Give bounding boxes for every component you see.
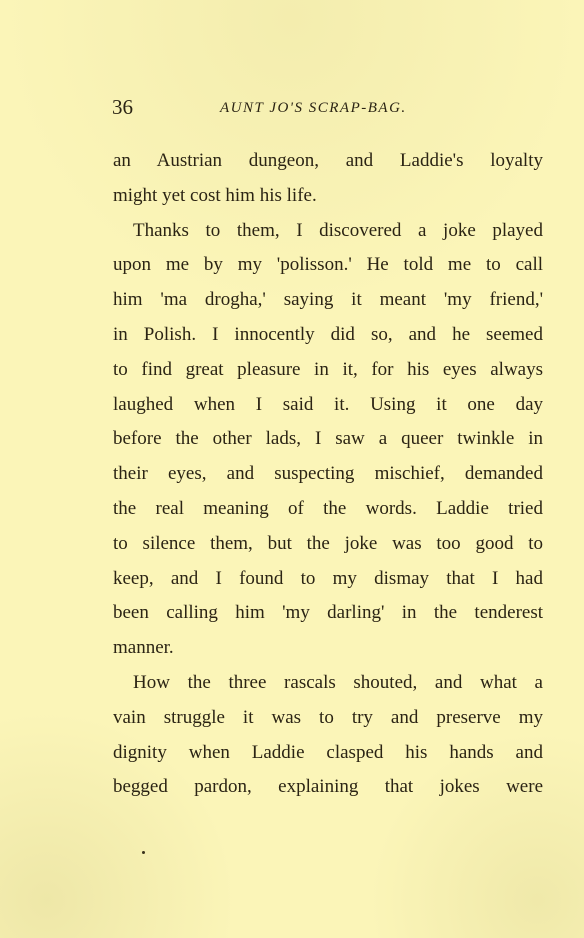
text-line: the real meaning of the words. Laddie tried xyxy=(113,497,543,519)
body-text xyxy=(113,144,543,805)
text-line: him 'ma drogha,' saying it meant 'my friend,' xyxy=(113,289,543,311)
text-line: begged pardon, explaining that jokes were xyxy=(113,776,543,798)
text-line: vain struggle it was to try and preserve my xyxy=(113,706,543,728)
print-speck xyxy=(142,851,145,854)
text-line: before the other lads, I saw a queer twinkle in xyxy=(113,428,543,450)
running-title: AUNT JO'S SCRAP-BAG. xyxy=(220,100,407,116)
page-header xyxy=(112,92,544,122)
text-line: in Polish. I innocently did so, and he seemed xyxy=(113,323,543,345)
text-line: to find great pleasure in it, for his eyes always xyxy=(113,358,543,380)
text-line: dignity when Laddie clasped his hands and xyxy=(113,741,543,763)
text-line: been calling him 'my darling' in the tenderest xyxy=(113,602,543,624)
text-line: laughed when I said it. Using it one day xyxy=(113,393,543,415)
text-line: Thanks to them, I discovered a joke played xyxy=(133,219,543,241)
text-line: their eyes, and suspecting mischief, demanded xyxy=(113,463,543,485)
text-line: might yet cost him his life. xyxy=(113,184,317,206)
text-line: How the three rascals shouted, and what a xyxy=(133,671,543,693)
text-line: keep, and I found to my dismay that I had xyxy=(113,567,543,589)
text-line: to silence them, but the joke was too good to xyxy=(113,532,543,554)
text-line: manner. xyxy=(113,637,174,659)
text-line: upon me by my 'polisson.' He told me to call xyxy=(113,254,543,276)
text-line: an Austrian dungeon, and Laddie's loyalty xyxy=(113,150,543,171)
page-number: 36 xyxy=(112,95,133,119)
